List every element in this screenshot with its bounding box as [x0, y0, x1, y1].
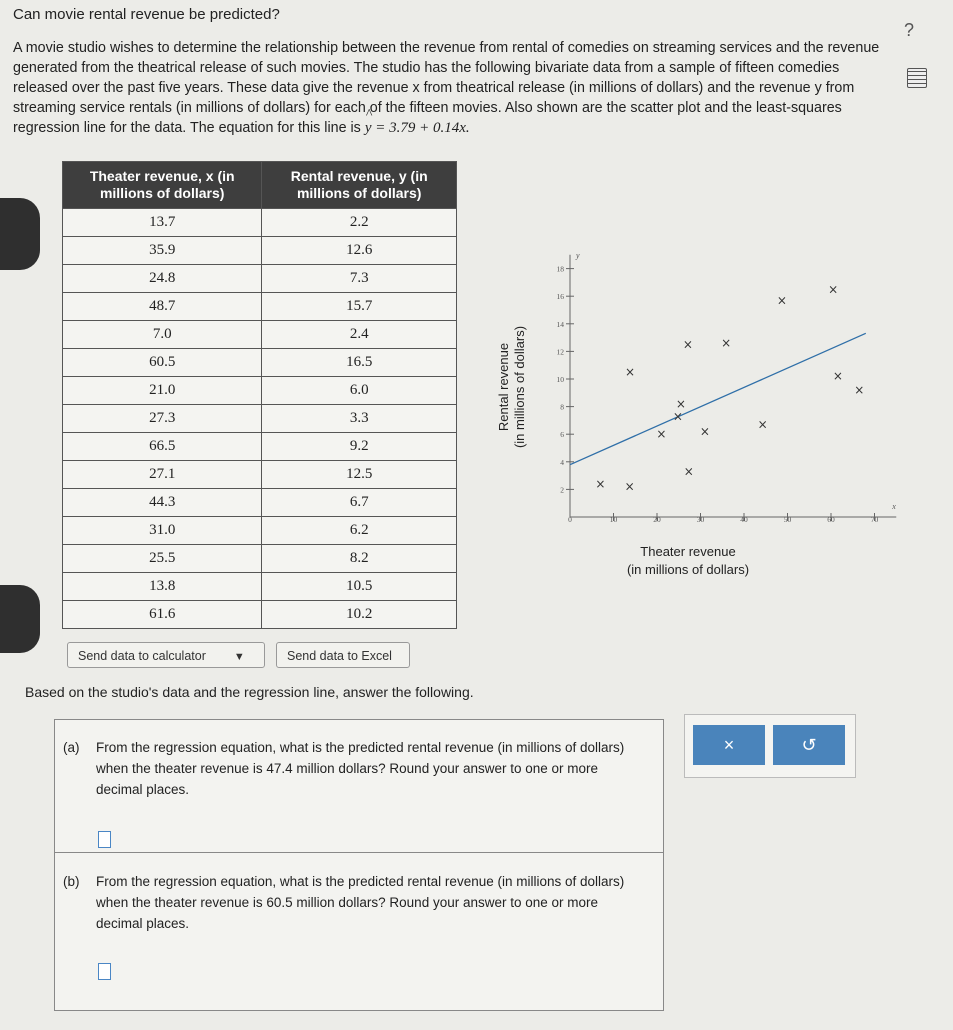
table-cell-x: 27.3 — [63, 405, 262, 433]
photo-shadow — [0, 198, 40, 270]
table-cell-x: 21.0 — [63, 377, 262, 405]
question-panel — [54, 719, 664, 1011]
table-row — [63, 265, 457, 293]
x-tick-label: 60 — [827, 515, 835, 524]
data-point: × — [854, 383, 865, 398]
data-point: × — [757, 417, 768, 432]
chart-ylabel-line: Rental revenue — [496, 342, 511, 432]
column-header-y: Rental revenue, y (in millions of dollars) — [262, 162, 457, 209]
table-row — [63, 237, 457, 265]
table-cell-y: 10.2 — [262, 601, 457, 629]
page-title: Can movie rental revenue be predicted? — [13, 6, 280, 23]
question-text: From the regression equation, what is the predicted rental revenue (in millions of dollars) when the theater revenue is 60.5 million dollars? Round your answer to one or more decimal places. — [96, 874, 625, 931]
table-row — [63, 321, 457, 349]
data-point: × — [721, 336, 732, 351]
y-tick-label: 6 — [560, 430, 564, 440]
chart-ylabel — [496, 326, 527, 448]
table-row — [63, 517, 457, 545]
x-tick-label: 50 — [783, 515, 792, 524]
data-table — [62, 161, 457, 629]
data-point: × — [595, 476, 606, 491]
y-axis-symbol: y — [576, 250, 580, 260]
table-row — [63, 293, 457, 321]
table-cell-y: 8.2 — [262, 545, 457, 573]
table-cell-y: 6.7 — [262, 489, 457, 517]
table-row — [63, 573, 457, 601]
send-to-excel-button[interactable]: Send data to Excel — [276, 642, 410, 668]
x-tick-label: 20 — [653, 515, 661, 524]
table-row — [63, 545, 457, 573]
table-cell-x: 61.6 — [63, 601, 262, 629]
table-row — [63, 433, 457, 461]
y-tick-label: 16 — [556, 292, 564, 302]
table-cell-y: 7.3 — [262, 265, 457, 293]
y-tick-label: 18 — [556, 264, 564, 274]
data-point: × — [682, 337, 693, 352]
divider — [55, 852, 663, 853]
table-cell-y: 3.3 — [262, 405, 457, 433]
column-header-x: Theater revenue, x (in millions of dollars) — [63, 162, 262, 209]
regression-equation: ^ y = 3.79 + 0.14x. — [365, 120, 470, 136]
table-row — [63, 377, 457, 405]
data-point: × — [675, 396, 686, 411]
calculator-icon[interactable] — [907, 68, 927, 88]
answer-input-a[interactable] — [98, 831, 111, 848]
question-label: (b) — [63, 874, 80, 889]
clear-button[interactable]: × — [693, 725, 765, 765]
y-tick-label: 2 — [560, 485, 564, 495]
table-cell-y: 12.6 — [262, 237, 457, 265]
table-cell-x: 7.0 — [63, 321, 262, 349]
x-tick-label: 40 — [740, 515, 748, 524]
data-point: × — [624, 365, 636, 380]
data-point: × — [699, 424, 710, 439]
question-prompt: Based on the studio's data and the regression line, answer the following. — [25, 684, 474, 700]
table-cell-x: 31.0 — [63, 517, 262, 545]
table-row — [63, 461, 457, 489]
table-cell-x: 44.3 — [63, 489, 262, 517]
x-tick-label: 30 — [696, 515, 705, 524]
data-point: × — [683, 464, 694, 479]
table-cell-y: 16.5 — [262, 349, 457, 377]
data-point: × — [832, 369, 843, 384]
table-cell-y: 12.5 — [262, 461, 457, 489]
x-tick-label: 0 — [568, 515, 572, 524]
table-cell-x: 27.1 — [63, 461, 262, 489]
table-cell-y: 2.4 — [262, 321, 457, 349]
question-text: From the regression equation, what is the predicted rental revenue (in millions of dollars) when the theater revenue is 47.4 million dollars? Round your answer to one or more decimal places. — [96, 740, 625, 797]
table-row — [63, 601, 457, 629]
y-tick-label: 4 — [560, 457, 564, 467]
x-tick-label: 10 — [609, 515, 618, 524]
table-cell-y: 9.2 — [262, 433, 457, 461]
photo-shadow — [0, 585, 40, 653]
send-to-calculator-button[interactable]: Send data to calculator ▼ — [67, 642, 265, 668]
table-cell-y: 15.7 — [262, 293, 457, 321]
data-point: × — [624, 479, 635, 494]
table-cell-x: 48.7 — [63, 293, 262, 321]
table-cell-y: 10.5 — [262, 573, 457, 601]
table-cell-x: 60.5 — [63, 349, 262, 377]
table-row — [63, 349, 457, 377]
question-a — [63, 737, 643, 800]
table-cell-x: 24.8 — [63, 265, 262, 293]
table-cell-y: 2.2 — [262, 209, 457, 237]
table-cell-x: 35.9 — [63, 237, 262, 265]
answer-input-b[interactable] — [98, 963, 111, 980]
data-point: × — [672, 409, 683, 424]
table-cell-x: 13.8 — [63, 573, 262, 601]
question-label: (a) — [63, 740, 80, 755]
question-b — [63, 871, 643, 934]
regression-line — [570, 333, 866, 464]
table-cell-x: 13.7 — [63, 209, 262, 237]
y-tick-label: 10 — [556, 375, 564, 384]
data-point: × — [656, 427, 667, 442]
intro-text: A movie studio wishes to determine the relationship between the revenue from rental of comedies on streaming services and the revenue generated from the theatrical release of such movies. The studio has the following bivariate data from a sample of fifteen comedies released over the past five years. These data give the revenue x from theatrical release (in millions of dollars) and the revenue y from streaming service rentals (in millions of dollars) for each of the fifteen movies. Also shown are the scatter plot and the least-squares regression line for the data. The equation for this line is — [13, 40, 880, 136]
table-row — [63, 209, 457, 237]
y-tick-label: 8 — [560, 402, 564, 412]
table-cell-x: 25.5 — [63, 545, 262, 573]
x-tick-label: 70 — [870, 515, 879, 524]
problem-intro — [13, 38, 893, 138]
action-panel — [684, 714, 856, 778]
y-tick-label: 12 — [556, 347, 564, 357]
data-point: × — [828, 282, 839, 297]
table-row — [63, 489, 457, 517]
help-icon[interactable]: ? — [904, 20, 915, 40]
table-cell-y: 6.2 — [262, 517, 457, 545]
chevron-down-icon: ▼ — [233, 651, 245, 663]
y-tick-label: 14 — [556, 319, 564, 329]
table-cell-x: 66.5 — [63, 433, 262, 461]
chart-ylabel-line: (in millions of dollars) — [512, 325, 527, 449]
table-row — [63, 405, 457, 433]
scatter-plot — [490, 240, 896, 540]
undo-button[interactable]: ↺ — [773, 725, 845, 765]
chart-xlabel: Theater revenue (in millions of dollars) — [626, 544, 750, 577]
x-axis-symbol: x — [892, 502, 896, 511]
table-cell-y: 6.0 — [262, 377, 457, 405]
data-point: × — [776, 293, 787, 308]
